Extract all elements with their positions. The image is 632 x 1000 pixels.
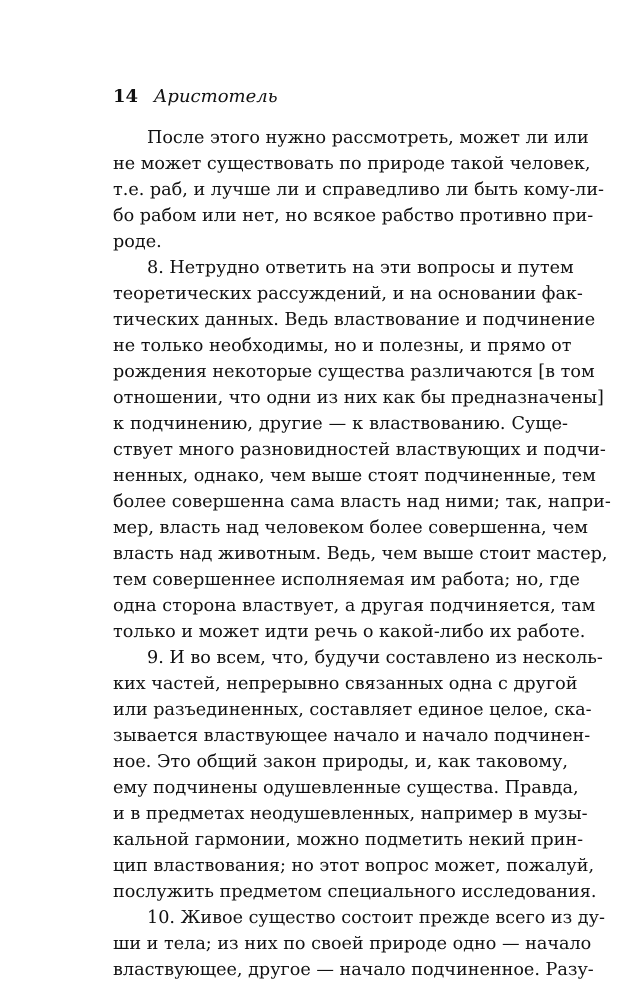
text-line: 9. И во всем, что, будучи составлено из несколь-: [147, 648, 603, 668]
body-text: [113, 125, 611, 983]
text-line: мер, власть над человеком более совершенна, чем: [113, 518, 588, 538]
text-line: 8. Нетрудно ответить на эти вопросы и путем: [147, 258, 574, 278]
text-line: послужить предметом специального исследования.: [113, 882, 597, 902]
text-line: только и может идти речь о какой-либо их работе.: [113, 622, 586, 642]
text-line: или разъединенных, составляет единое целое, ска-: [113, 700, 592, 720]
text-line: к подчинению, другие — к властвованию. Суще-: [113, 414, 568, 434]
text-line: ное. Это общий закон природы, и, как таковому,: [113, 752, 568, 772]
text-line: рождения некоторые существа различаются [в том: [113, 362, 595, 382]
text-line: ему подчинены одушевленные существа. Правда,: [113, 778, 579, 798]
text-line: и в предметах неодушевленных, например в музы-: [113, 804, 588, 824]
text-line: тем совершеннее исполняемая им работа; но, где: [113, 570, 580, 590]
text-line: отношении, что одни из них как бы предназначены]: [113, 388, 604, 408]
text-line: не только необходимы, но и полезны, и прямо от: [113, 336, 572, 356]
text-line: 10. Живое существо состоит прежде всего из ду-: [147, 908, 605, 928]
text-line: более совершенна сама власть над ними; так, напри-: [113, 492, 611, 512]
text-line: бо рабом или нет, но всякое рабство противно при-: [113, 206, 594, 226]
text-line: тических данных. Ведь властвование и подчинение: [113, 310, 596, 330]
text-line: цип властвования; но этот вопрос может, пожалуй,: [113, 856, 595, 876]
text-line: зывается властвующее начало и начало подчинен-: [113, 726, 591, 746]
text-line: После этого нужно рассмотреть, может ли или: [147, 128, 589, 148]
text-line: ши и тела; из них по своей природе одно — начало: [113, 934, 592, 954]
text-line: ких частей, непрерывно связанных одна с другой: [113, 674, 578, 694]
text-line: ненных, однако, чем выше стоят подчиненные, тем: [113, 466, 596, 486]
text-line: т.е. раб, и лучше ли и справедливо ли быть кому-ли-: [113, 180, 604, 200]
text-line: кальной гармонии, можно подметить некий прин-: [113, 830, 584, 850]
page-number: 14: [113, 86, 139, 107]
running-title: Аристотель: [153, 86, 278, 107]
text-line: власть над животным. Ведь, чем выше стоит мастер,: [113, 544, 608, 564]
text-line: не может существовать по природе такой человек,: [113, 154, 591, 174]
text-line: ствует много разновидностей властвующих и подчи-: [113, 440, 606, 460]
running-header: [113, 86, 278, 108]
text-line: роде.: [113, 232, 162, 252]
text-line: властвующее, другое — начало подчиненное. Разу-: [113, 960, 594, 980]
text-line: теоретических рассуждений, и на основании фак-: [113, 284, 583, 304]
text-line: одна сторона властвует, а другая подчиняется, там: [113, 596, 596, 616]
